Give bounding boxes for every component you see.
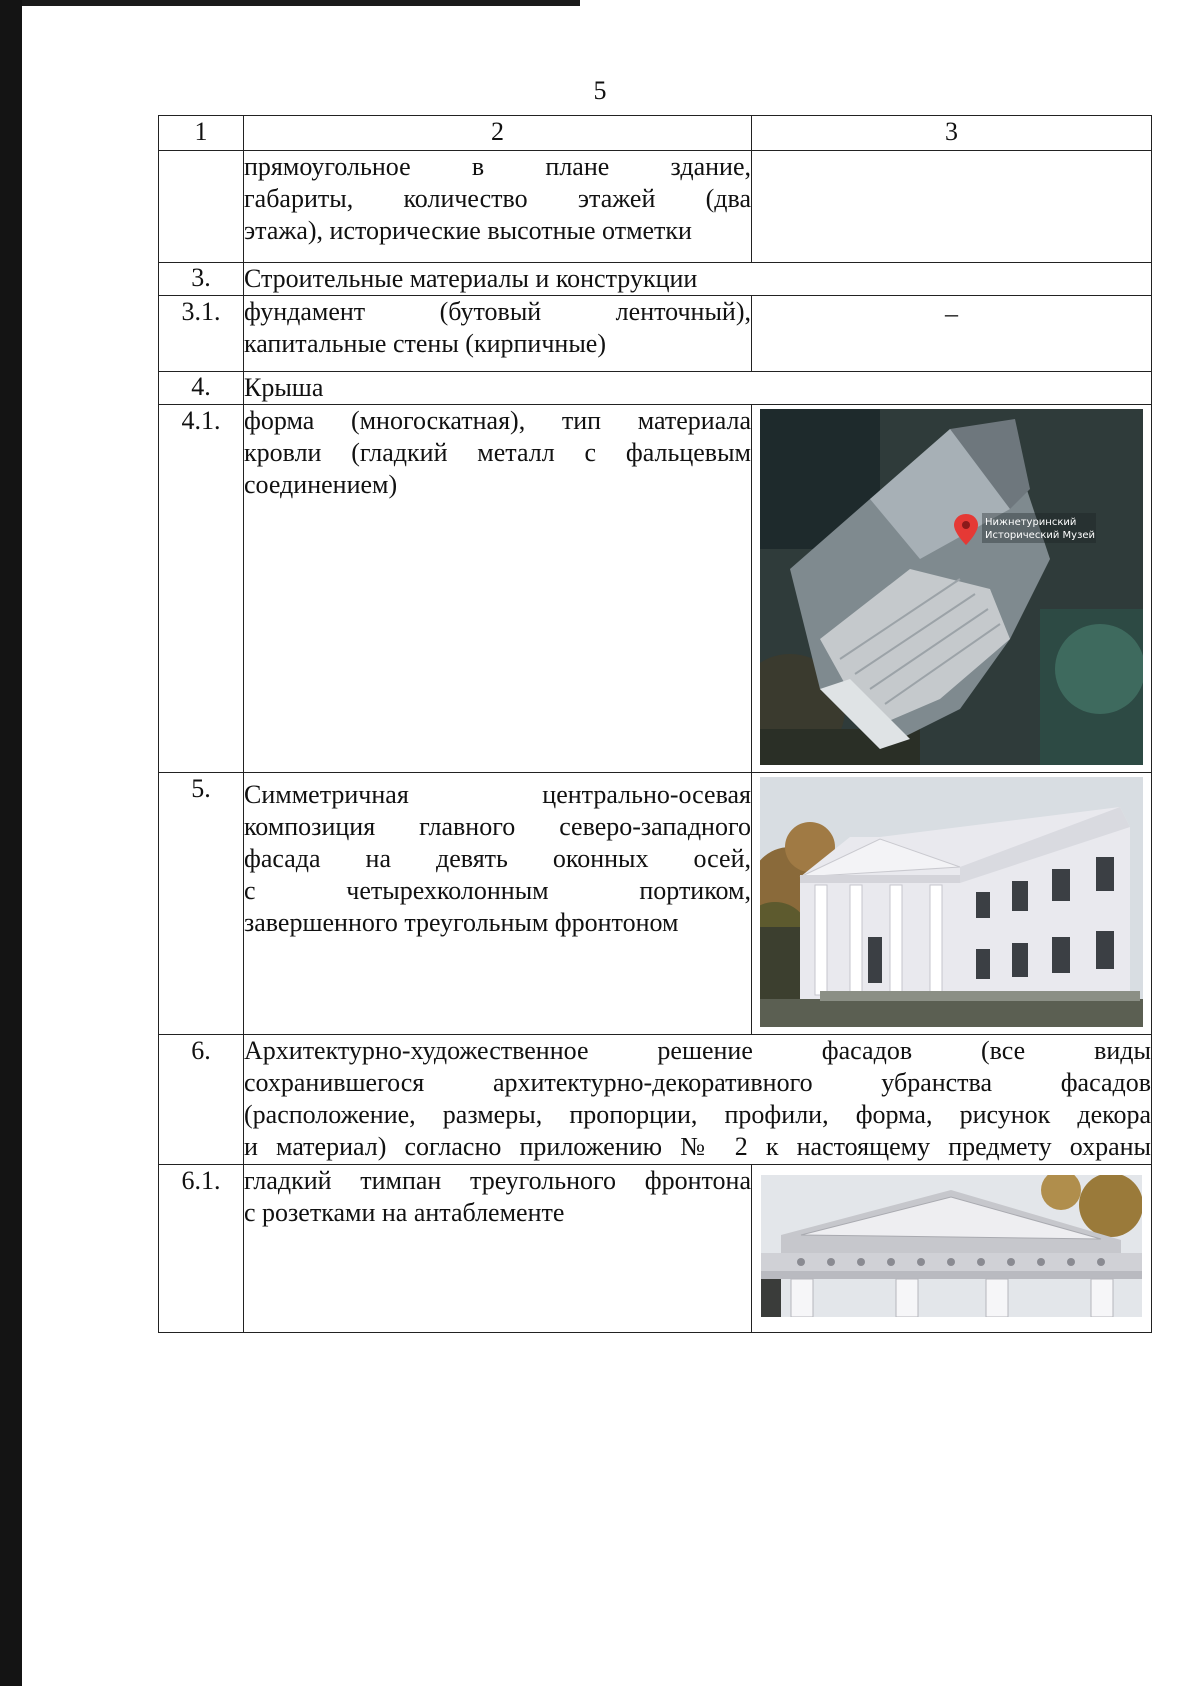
row-photo-cell: – (752, 296, 1152, 372)
scan-edge-left (0, 0, 22, 1686)
table-row-3-1 (159, 296, 1152, 372)
row-text-cell (244, 773, 752, 1035)
table-row-continuation (159, 151, 1152, 263)
row-photo-cell (752, 1165, 1152, 1333)
satellite-roof-photo (760, 409, 1143, 765)
row-text-line: и материал) согласно приложению № 2 к настоящему предмету охраны (244, 1132, 1151, 1161)
row-text-line: прямоугольное в плане здание, (244, 152, 751, 181)
table-header-row (159, 116, 1152, 151)
row-text-line: (расположение, размеры, пропорции, профили, форма, рисунок декора (244, 1100, 1151, 1129)
header-col-1: 1 (159, 116, 244, 151)
protection-subject-table (158, 115, 1152, 1333)
row-text-line: соединением) (244, 470, 398, 499)
section-title: Крыша (244, 372, 1152, 405)
table-row-4-1 (159, 405, 1152, 773)
row-text-cell (244, 296, 752, 372)
row-number: 4.1. (159, 405, 244, 773)
row-photo-cell (752, 405, 1152, 773)
row-text-line: с розетками на антаблементе (244, 1198, 565, 1227)
scan-edge-top (0, 0, 580, 6)
page-number: 5 (593, 76, 607, 105)
row-text-line: Симметричная центрально-осевая (244, 780, 751, 809)
row-text-line: фундамент (бутовый ленточный), (244, 297, 751, 326)
pediment-photo (761, 1175, 1142, 1317)
row-text-line: кровли (гладкий металл с фальцевым (244, 438, 751, 467)
map-label-line-1: Нижнетуринский (985, 517, 1077, 528)
row-text-line: гладкий тимпан треугольного фронтона (244, 1166, 751, 1195)
row-text-line: форма (многоскатная), тип материала (244, 406, 751, 435)
table-row-4 (159, 372, 1152, 405)
row-text-cell (244, 1035, 1152, 1165)
row-number: 5. (159, 773, 244, 1035)
row-number: 3.1. (159, 296, 244, 372)
section-title: Строительные материалы и конструкции (244, 263, 1152, 296)
row-text-line: габариты, количество этажей (два (244, 184, 751, 213)
header-col-2: 2 (244, 116, 752, 151)
row-text-line: с четырехколонным портиком, (244, 876, 751, 905)
table-row-5 (159, 773, 1152, 1035)
row-text-cell (244, 1165, 752, 1333)
row-text-cell (244, 405, 752, 773)
row-text-line: композиция главного северо-западного (244, 812, 751, 841)
row-text-line: Архитектурно-художественное решение фасадов (все виды (244, 1036, 1151, 1065)
row-text-line: сохранившегося архитектурно-декоративного убранства фасадов (244, 1068, 1151, 1097)
row-number: 3. (159, 263, 244, 296)
map-label-line-2: Исторический Музей (985, 530, 1096, 541)
facade-photo (760, 777, 1143, 1027)
row-text-line: фасада на девять оконных осей, (244, 844, 751, 873)
row-number-cell (159, 151, 244, 263)
row-text-line: капитальные стены (кирпичные) (244, 329, 606, 358)
table-row-3 (159, 263, 1152, 296)
row-number: 6.1. (159, 1165, 244, 1333)
row-text-line: этажа), исторические высотные отметки (244, 216, 692, 245)
row-number: 6. (159, 1035, 244, 1165)
table-row-6-1 (159, 1165, 1152, 1333)
row-text-line: завершенного треугольным фронтоном (244, 908, 679, 937)
row-number: 4. (159, 372, 244, 405)
row-photo-cell (752, 773, 1152, 1035)
row-text-cell (244, 151, 752, 263)
row-photo-cell (752, 151, 1152, 263)
header-col-3: 3 (752, 116, 1152, 151)
table-row-6 (159, 1035, 1152, 1165)
